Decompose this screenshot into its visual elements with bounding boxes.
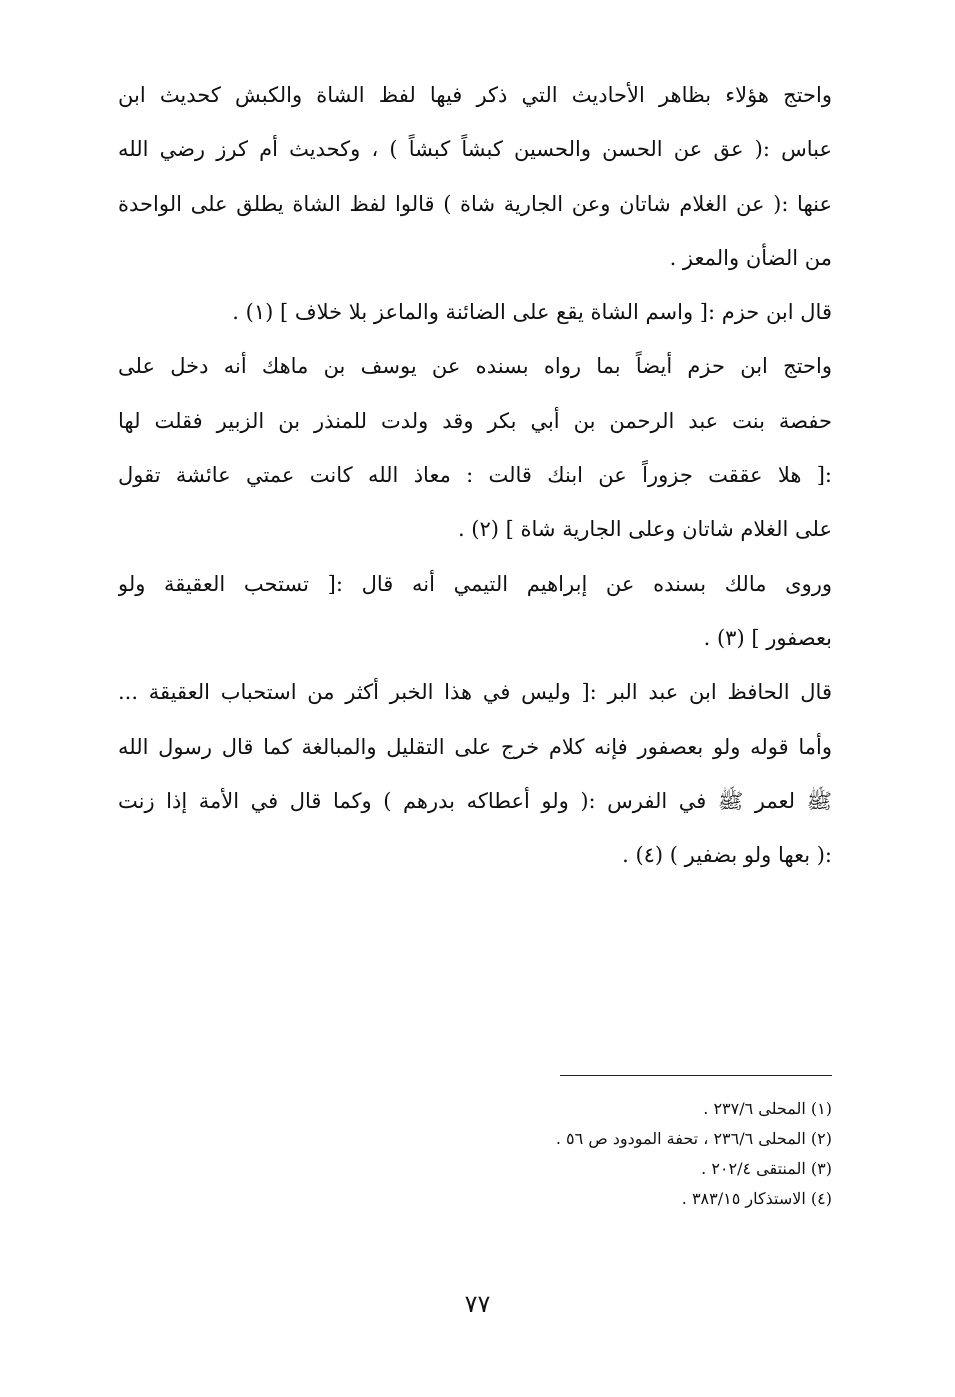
text-line: واحتج ابن حزم أيضاً بما رواه بسنده عن يوسف بن ماهك أنه دخل على <box>118 354 832 379</box>
footnotes <box>380 1094 832 1214</box>
footnote: (٢) المحلى ٢٣٦/٦ ، تحفة المودود ص ٥٦ . <box>555 1129 832 1148</box>
text-line: بعصفور ] (٣) . <box>703 625 832 650</box>
footnote: (٣) المنتقى ٢٠٢/٤ . <box>701 1159 832 1178</box>
main-text <box>118 68 832 882</box>
text-line: ﷺ لعمر ﷺ في الفرس :( ولو أعطاكه بدرهم ) وكما قال في الأمة إذا زنت <box>118 788 832 813</box>
footnote-divider <box>560 1075 832 1076</box>
footnote: (٤) الاستذكار ٣٨٣/١٥ . <box>681 1189 832 1208</box>
text-line: :( بعها ولو بضفير ) (٤) . <box>622 843 832 868</box>
text-line: قال ابن حزم :[ واسم الشاة يقع على الضائنة والماعز بلا خلاف ] (١) . <box>232 300 832 325</box>
text-line: من الضأن والمعز . <box>669 245 832 270</box>
footnote: (١) المحلى ٢٣٧/٦ . <box>703 1099 832 1118</box>
text-line: على الغلام شاتان وعلى الجارية شاة ] (٢) . <box>457 517 832 542</box>
text-line: وأما قوله ولو بعصفور فإنه كلام خرج على التقليل والمبالغة كما قال رسول الله <box>118 734 832 759</box>
text-line: واحتج هؤلاء بظاهر الأحاديث التي ذكر فيها لفظ الشاة والكبش كحديث ابن <box>118 83 832 107</box>
text-line: وروى مالك بسنده عن إبراهيم التيمي أنه قال :[ تستحب العقيقة ولو <box>118 571 832 596</box>
page-number: ٧٧ <box>464 1290 491 1318</box>
text-line: عنها :( عن الغلام شاتان وعن الجارية شاة ) قالوا لفظ الشاة يطلق على الواحدة <box>118 191 832 216</box>
text-line: عباس :( عق عن الحسن والحسين كبشاً كبشاً ) ، وكحديث أم كرز رضي الله <box>118 137 832 162</box>
text-line: حفصة بنت عبد الرحمن بن أبي بكر وقد ولدت للمنذر بن الزبير فقلت لها <box>118 408 832 433</box>
text-line: قال الحافظ ابن عبد البر :[ وليس في هذا الخبر أكثر من استحباب العقيقة ... <box>118 680 832 705</box>
text-line: :[ هلا عققت جزوراً عن ابنك قالت : معاذ الله كانت عمتي عائشة تقول <box>118 463 832 488</box>
